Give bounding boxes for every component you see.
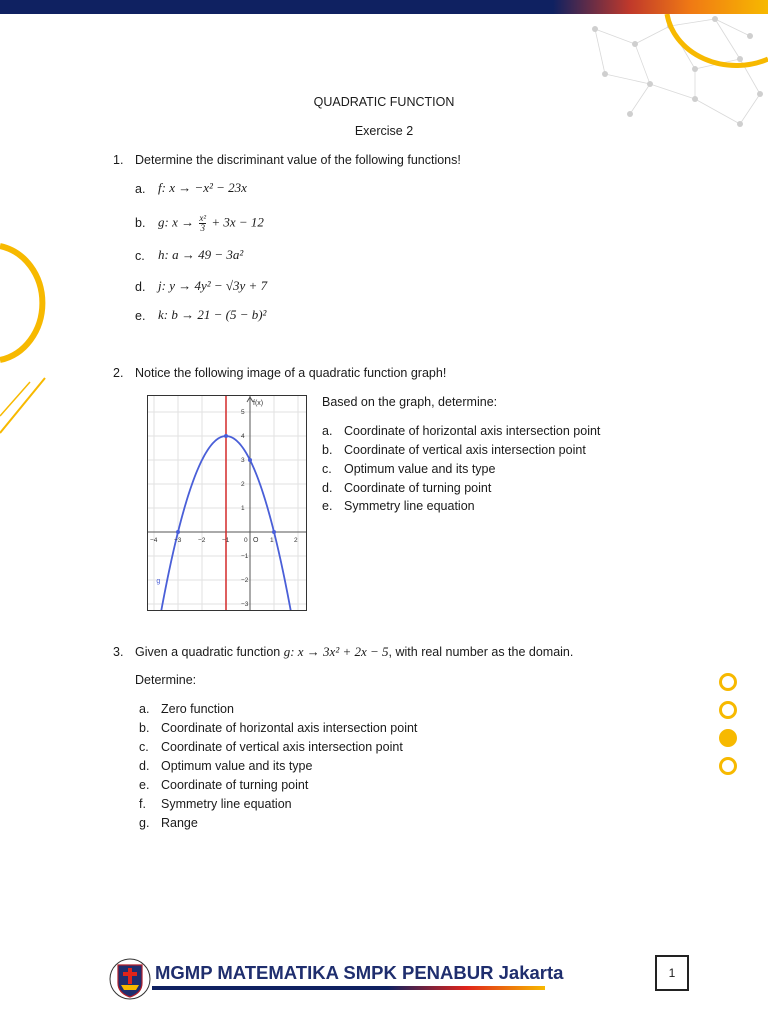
q2-item-a-letter: a.: [322, 424, 333, 438]
q3-text-prefix: Given a quadratic function: [135, 645, 284, 659]
deco-circle-3: [719, 729, 737, 747]
x-tick-label: −4: [150, 537, 158, 544]
q2-item-a-text: Coordinate of horizontal axis intersection point: [344, 424, 601, 438]
page-title: QUADRATIC FUNCTION: [313, 95, 455, 109]
x-intercept-point: [176, 530, 180, 534]
q3-item-f-letter: f.: [139, 797, 146, 811]
q1-item-e-expr: k: b → 21 − (5 − b)²: [158, 307, 267, 322]
x-tick-label: 0: [244, 537, 248, 544]
q1-item-b-frac-den: 3: [200, 223, 205, 233]
quadratic-graph: [147, 395, 307, 611]
q2-text: Notice the following image of a quadratic function graph!: [135, 366, 447, 380]
y-axis-label: f(x): [253, 400, 264, 407]
deco-circle-1: [719, 673, 737, 691]
q3-text: [135, 644, 573, 660]
y-tick-label: −1: [241, 553, 249, 560]
q3-item-b-text: Coordinate of horizontal axis intersection point: [161, 721, 418, 735]
q1-item-a-letter: a.: [135, 182, 146, 196]
q3-text-suffix: , with real number as the domain.: [388, 645, 574, 659]
q3-item-f-text: Symmetry line equation: [161, 797, 292, 811]
deco-circle-4: [719, 757, 737, 775]
q1-item-e-letter: e.: [135, 309, 146, 323]
x-tick-label: 2: [294, 537, 298, 544]
q1-item-b-prefix: g: x →: [158, 214, 195, 230]
q2-item-e-letter: e.: [322, 499, 333, 513]
q2-item-d-text: Coordinate of turning point: [344, 481, 492, 495]
q1-item-d-letter: d.: [135, 280, 146, 294]
footer-school-name: MGMP MATEMATIKA SMPK PENABUR Jakarta: [155, 962, 564, 983]
q3-item-g-letter: g.: [139, 816, 150, 830]
q1-item-b-frac-num: x²: [199, 213, 207, 223]
q2-item-b-letter: b.: [322, 443, 333, 457]
q1-item-c-expr: h: a → 49 − 3a²: [158, 247, 244, 262]
network-decoration: [575, 14, 768, 134]
q3-item-b-letter: b.: [139, 721, 150, 735]
q1-item-b-letter: b.: [135, 216, 146, 230]
y-tick-label: 5: [241, 409, 245, 416]
q3-item-c-letter: c.: [139, 740, 149, 754]
q1-item-c-letter: c.: [135, 249, 145, 263]
vertex-point: [224, 434, 228, 438]
q3-item-a-letter: a.: [139, 702, 150, 716]
y-intercept-point: [248, 458, 252, 462]
x-tick-label: −3: [174, 537, 182, 544]
x-tick-label: −1: [222, 537, 230, 544]
curve-label: g: [156, 578, 161, 585]
q2-item-e-text: Symmetry line equation: [344, 499, 475, 513]
q3-intro: Determine:: [135, 673, 197, 687]
q3-item-g-text: Range: [161, 816, 198, 830]
q2-item-b-text: Coordinate of vertical axis intersection point: [344, 443, 586, 457]
q1-number: 1.: [113, 153, 124, 167]
q3-item-a-text: Zero function: [161, 702, 234, 716]
y-tick-label: 1: [241, 505, 245, 512]
y-tick-label: −3: [241, 601, 249, 608]
q3-number: 3.: [113, 645, 124, 659]
q3-item-e-letter: e.: [139, 778, 150, 792]
q3-item-d-letter: d.: [139, 759, 150, 773]
header-bar: [0, 0, 768, 14]
x-tick-label: 1: [270, 537, 274, 544]
footer-underline: [152, 986, 545, 990]
q2-number: 2.: [113, 366, 124, 380]
x-intercept-point: [272, 530, 276, 534]
y-tick-label: 3: [241, 457, 245, 464]
y-tick-label: −2: [241, 577, 249, 584]
q3-item-c-text: Coordinate of vertical axis intersection point: [161, 740, 403, 754]
q2-item-d-letter: d.: [322, 481, 333, 495]
deco-circle-2: [719, 701, 737, 719]
q3-item-d-text: Optimum value and its type: [161, 759, 313, 773]
x-tick-label: −2: [198, 537, 206, 544]
q3-expr: g: x → 3x² + 2x − 5: [283, 644, 389, 659]
q1-item-b-suffix: + 3x − 12: [211, 214, 264, 230]
left-arc-decoration: [0, 238, 60, 448]
y-tick-label: 4: [241, 433, 245, 440]
origin-label: O: [253, 537, 259, 544]
q3-item-e-text: Coordinate of turning point: [161, 778, 309, 792]
q2-intro: Based on the graph, determine:: [322, 395, 498, 409]
q2-item-c-letter: c.: [322, 462, 332, 476]
q1-text: Determine the discriminant value of the following functions!: [135, 153, 461, 167]
q1-item-d-expr: j: y → 4y² − √3y + 7: [158, 278, 268, 293]
school-logo: [108, 957, 152, 1005]
exercise-subtitle: Exercise 2: [354, 124, 414, 138]
q2-item-c-text: Optimum value and its type: [344, 462, 496, 476]
q1-item-b-expr: [158, 214, 264, 233]
page-number: 1: [655, 955, 689, 991]
y-tick-label: 2: [241, 481, 245, 488]
q1-item-a-expr: f: x → −x² − 23x: [158, 180, 247, 195]
graph-canvas: [148, 396, 306, 610]
